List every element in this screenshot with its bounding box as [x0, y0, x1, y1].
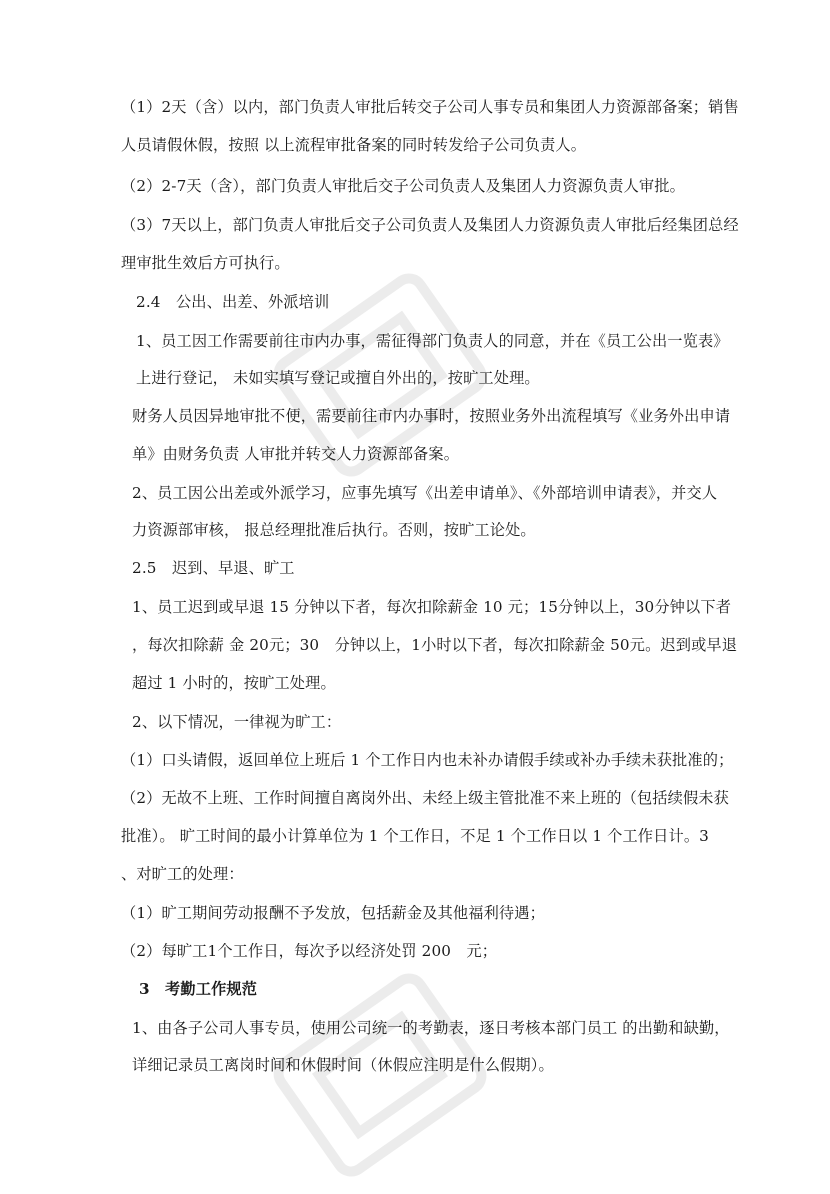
paragraph-line: 理审批生效后方可执行。: [121, 254, 290, 272]
paragraph-line: （3）7天以上，部门负责人审批后交子公司负责人及集团人力资源负责人审批后经集团总经: [121, 216, 739, 234]
paragraph-line: 单》由财务负责 人审批并转交人力资源部备案。: [132, 445, 460, 463]
section-heading: 2.4 公出、出差、外派培训: [136, 293, 330, 311]
section-heading: 3 考勤工作规范: [139, 980, 258, 998]
watermark-logo: [259, 959, 501, 1191]
paragraph-line: （1）2天（含）以内，部门负责人审批后转交子公司人事专员和集团人力资源部备案；销售: [121, 98, 739, 116]
paragraph-line: 详细记录员工离岗时间和休假时间（休假应注明是什么假期）。: [132, 1056, 554, 1074]
paragraph-line: 2、以下情况，一律视为旷工：: [132, 713, 342, 731]
paragraph-line: （1）口头请假，返回单位上班后 1 个工作日内也未补办请假手续或补办手续未获批准的；: [121, 751, 734, 769]
paragraph-line: 1、由各子公司人事专员，使用公司统一的考勤表，逐日考核本部门员工 的出勤和缺勤，: [132, 1019, 730, 1037]
paragraph-line: 批准）。 旷工时间的最小计算单位为 1 个工作日，不足 1 个工作日以 1 个工作日计。3: [121, 827, 709, 845]
paragraph-line: （1）旷工期间劳动报酬不予发放，包括薪金及其他福利待遇；: [121, 904, 545, 922]
paragraph-line: 2、员工因公出差或外派学习，应事先填写《出差申请单》、《外部培训申请表》，并交人: [132, 484, 718, 502]
paragraph-line: 力资源部审核， 报总经理批准后执行。否则，按旷工论处。: [132, 521, 536, 539]
paragraph-line: （2）每旷工1个工作日，每次予以经济处罚 200 元；: [121, 942, 498, 960]
paragraph-line: 1、员工因工作需要前往市内办事，需征得部门负责人的同意，并在《员工公出一览表》: [136, 332, 729, 350]
paragraph-line: 上进行登记， 未如实填写登记或擅自外出的，按旷工处理。: [136, 369, 540, 387]
section-heading: 2.5 迟到、早退、旷工: [132, 559, 295, 577]
paragraph-line: 超过 1 小时的，按旷工处理。: [132, 674, 336, 692]
paragraph-line: 财务人员因异地审批不便，需要前往市内办事时，按照业务外出流程填写《业务外出申请: [132, 407, 731, 425]
paragraph-line: 、对旷工的处理：: [121, 865, 244, 883]
paragraph-line: ，每次扣除薪 金 20元；30 分钟以上，1小时以下者，每次扣除薪金 50元。迟到或早退: [132, 636, 738, 654]
paragraph-line: （2）无故不上班、工作时间擅自离岗外出、未经上级主管批准不来上班的（包括续假未获: [121, 789, 729, 807]
paragraph-line: 1、员工迟到或早退 15 分钟以下者，每次扣除薪金 10 元；15分钟以上，30分钟以下者: [132, 598, 732, 616]
paragraph-line: （2）2-7天（含），部门负责人审批后交子公司负责人及集团人力资源负责人审批。: [121, 177, 685, 195]
paragraph-line: 人员请假休假，按照 以上流程审批备案的同时转发给子公司负责人。: [121, 136, 587, 154]
